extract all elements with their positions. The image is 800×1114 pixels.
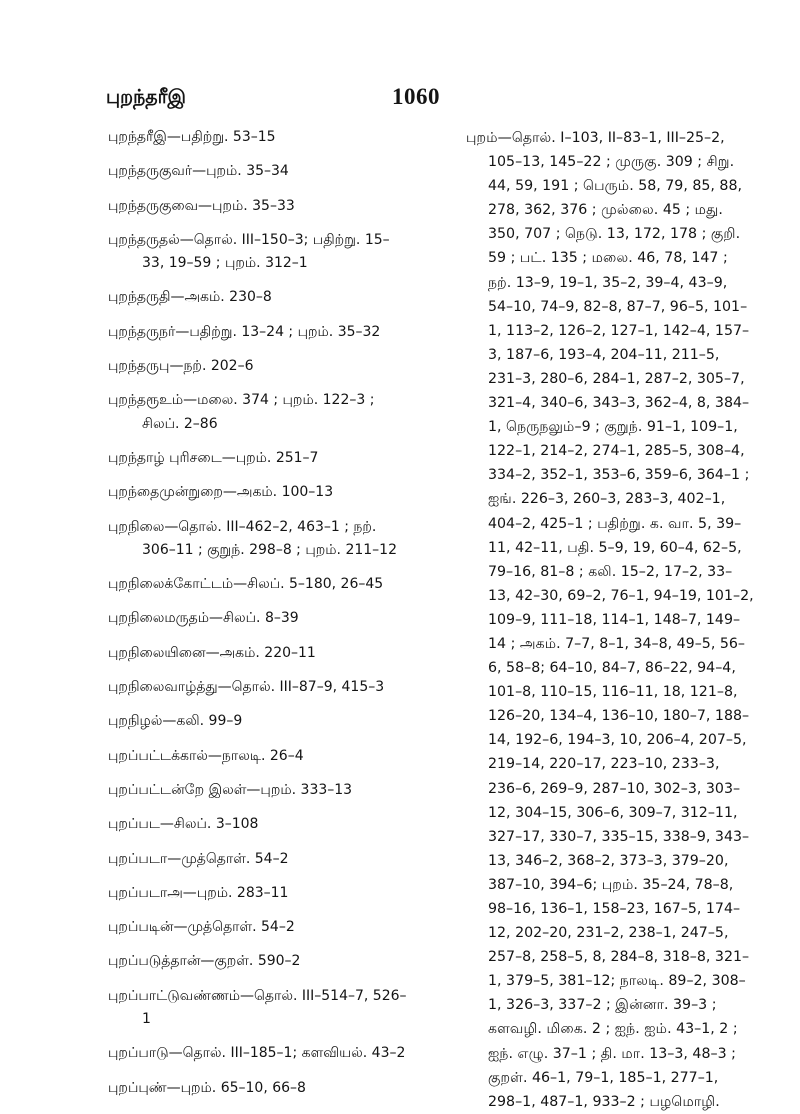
index-entry: புறந்தாழ் புரிசடை—புறம். 251–7: [108, 449, 319, 466]
index-entry: புறப்பட்டன்றே இலள்—புறம். 333–13: [108, 781, 353, 798]
index-entry: புறந்தைமுன்றுறை—அகம். 100–13: [108, 484, 334, 501]
index-entry: புறந்தருதல்—தொல். III–150–3; பதிற்று. 15–33, 19–59 ; புறம். 312–1: [108, 231, 390, 272]
index-entry: புறந்தருகுவை—புறம். 35–33: [108, 197, 295, 214]
index-entry: புறப்படாஅ—புறம். 283–11: [108, 884, 289, 901]
index-entry: புறநிலைக்கோட்டம்—சிலப். 5–180, 26–45: [108, 576, 384, 593]
index-entry: புறப்பட—சிலப். 3–108: [108, 816, 259, 833]
index-entry: புறப்படா—முத்தொள். 54–2: [108, 850, 289, 867]
index-entry: புறப்பட்டக்கால்—நாலடி. 26–4: [108, 747, 304, 764]
index-entry: புறம்—தொல். I–103, II–83–1, III–25–2, 105–13, 145–22 ; முருகு. 309 ; சிறு. 44, 59, 191 ; பெரும். 58, 79, 85, 88, 278, 362, 376 ; முல்லை. 45 ; மது. 350, 707 ; நெடு. 13, 172, 178 ; குறி. 59 ; பட். 135 ; மலை. 46, 78, 147 ; நற். 13–9, 19–1, 35–2, 39–4, 43–9, 54–10, 74–9, 82–8, 87–7, 96–5, 101–1, 113–2, 126–2, 127–1, 142–4, 157–3, 187–6, 193–4, 204–11, 211–5, 231–3, 280–6, 284–1, 287–2, 305–7, 321–4, 340–6, 343–3, 362–4, 8, 384–1, நெருநலும்–9 ; குறுந். 91–1, 109–1, 122–1, 214–2, 274–1, 285–5, 308–4, 334–2, 352–1, 353–6, 359–6, 364–1 ; ஐங். 226–3, 260–3, 283–3, 402–1, 404–2, 425–1 ; பதிற்று. க. வா. 5, 39–11, 42–11, பதி. 5–9, 19, 60–4, 62–5, 79–16, 81–8 ; கலி. 15–2, 17–2, 33–13, 42–30, 69–2, 76–1, 94–19, 101–2, 109–9, 111–18, 114–1, 148–7, 149–14 ; அகம். 7–7, 8–1, 34–8, 49–5, 56–6, 58–8; 64–10, 84–7, 86–22, 94–4, 101–8, 110–15, 116–11, 18, 121–8, 126–20, 134–4, 136–10, 180–7, 188–14, 192–6, 194–3, 10, 206–4, 207–5, 219–14, 220–17, 223–10, 233–3, 236–6, 269–9, 287–10, 302–3, 303–12, 304–15, 306–6, 309–7, 312–11, 327–17, 330–7, 335–15, 338–9, 343–13, 346–2, 368–2, 373–3, 379–20, 387–10, 394–6; புறம். 35–24, 78–8, 98–16, 136–1, 158–23, 167–5, 174–12, 202–20, 231–2, 238–1, 247–5, 257–8, 258–5, 8, 284–8, 318–8, 321–1, 379–5, 381–12; நாலடி. 89–2, 308–1, 326–3, 337–2 ; இன்னா. 39–3 ; களவழி. மிகை. 2 ; ஐந். ஐம். 43–1, 2 ; ஐந். எழு. 37–1 ; தி. மா. 13–3, 48–3 ; குறள். 46–1, 79–1, 185–1, 277–1, 298–1, 487–1, 933–2 ; பழமொழி.: [466, 130, 754, 1110]
index-entry: புறப்பாட்டுவண்ணம்—தொல். III–514–7, 526–1: [108, 987, 407, 1028]
index-entry: புறந்தரூஉம்—மலை. 374 ; புறம். 122–3 ; சிலப். 2–86: [108, 392, 375, 432]
index-entry: புறந்தருதி—அகம். 230–8: [108, 289, 272, 306]
index-entry: புறந்தருநர்—பதிற்று. 13–24 ; புறம். 35–32: [108, 323, 381, 340]
index-entry: புறநிலையினை—அகம். 220–11: [108, 644, 316, 661]
index-entry: புறநிலை—தொல். III–462–2, 463–1 ; நற். 306–11 ; குறுந். 298–8 ; புறம். 211–12: [108, 518, 397, 558]
index-entry: புறப்புண்—புறம். 65–10, 66–8: [108, 1079, 306, 1096]
index-entry: புறந்தருபு—நற். 202–6: [108, 358, 254, 375]
index-entry: புறப்படுத்தான்—குறள். 590–2: [108, 953, 301, 970]
index-entry: புறநிலைவாழ்த்து—தொல். III–87–9, 415–3: [108, 679, 385, 696]
running-head-word: புறந்தரீஇ: [106, 86, 186, 108]
index-entry: புறப்படின்—முத்தொள். 54–2: [108, 919, 295, 936]
index-entry: புறப்பாடு—தொல். III–185–1; களவியல். 43–2: [108, 1045, 406, 1062]
index-entry: புறந்தரீஇ—பதிற்று. 53–15: [108, 129, 276, 145]
index-entry: புறநிலைமருதம்—சிலப். 8–39: [108, 610, 299, 627]
left-column: [108, 126, 410, 1111]
right-column: [466, 126, 754, 1114]
index-entry: புறநிழல்—கலி. 99–9: [108, 713, 243, 730]
page-number: 1060: [392, 84, 440, 109]
index-entry: புறந்தருகுவர்—புறம். 35–34: [108, 163, 289, 180]
